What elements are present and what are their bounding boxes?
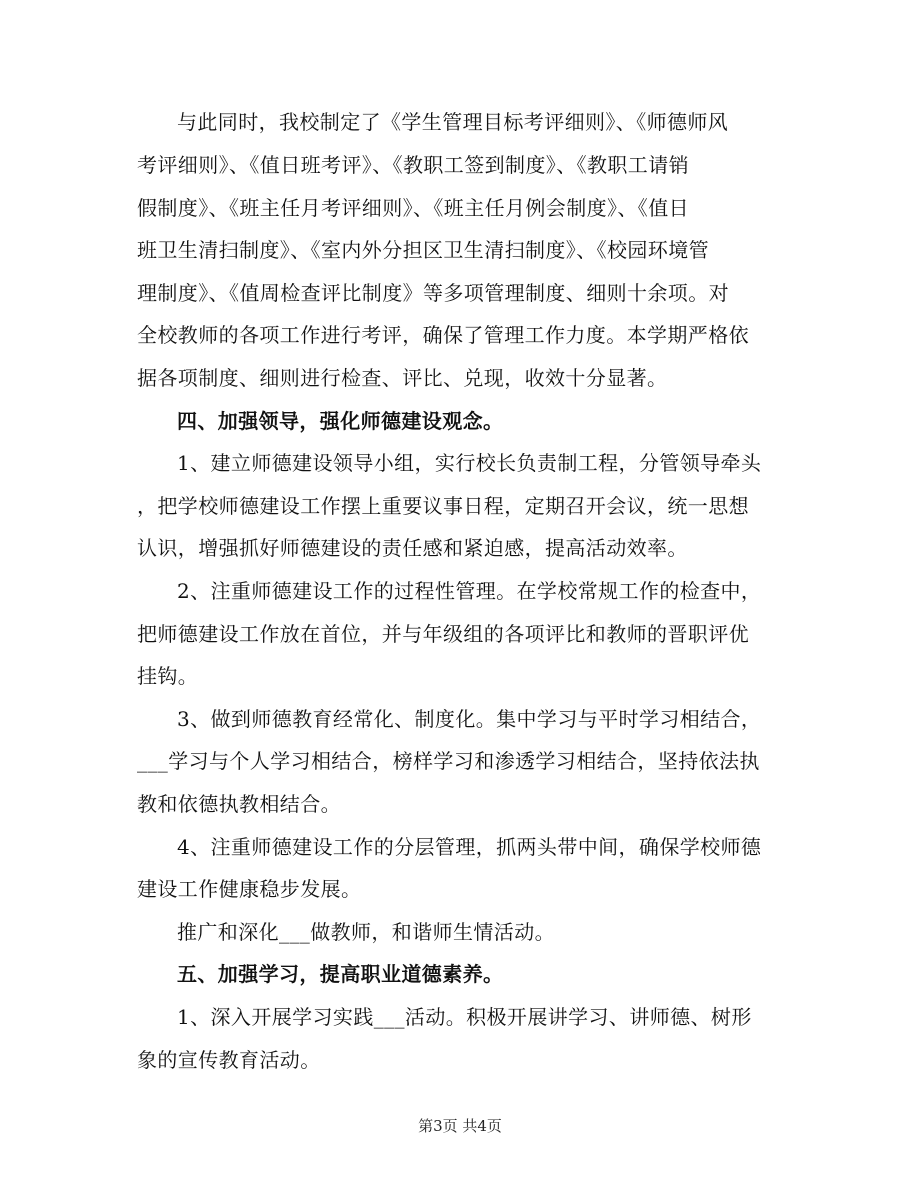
- body-line: 班卫生清扫制度》、《室内外分担区卫生清扫制度》、《校园环境管: [137, 238, 709, 262]
- body-line: 把师德建设工作放在首位，并与年级组的各项评比和教师的晋职评优: [137, 622, 749, 646]
- body-line: 考评细则》、《值日班考评》、《教职工签到制度》、《教职工请销: [137, 153, 689, 177]
- body-line: 4、注重师德建设工作的分层管理，抓两头带中间，确保学校师德: [177, 835, 762, 859]
- page-number-footer: 第3页 共4页: [418, 1117, 502, 1135]
- body-line: 2、注重师德建设工作的过程性管理。在学校常规工作的检查中，: [177, 579, 762, 603]
- body-line: 全校教师的各项工作进行考评，确保了管理工作力度。本学期严格依: [137, 323, 749, 347]
- body-line: 与此同时，我校制定了《学生管理目标考评细则》、《师德师风: [177, 110, 729, 134]
- body-line: 假制度》、《班主任月考评细则》、《班主任月例会制度》、《值日: [137, 196, 689, 220]
- body-line: 推广和深化___做教师，和谐师生情活动。: [177, 920, 555, 944]
- body-line: ，把学校师德建设工作摆上重要议事日程，定期召开会议，统一思想: [137, 494, 749, 518]
- body-line: 1、深入开展学习实践___活动。积极开展讲学习、讲师德、树形: [177, 1005, 752, 1029]
- body-line: 3、做到师德教育经常化、制度化。集中学习与平时学习相结合，: [177, 707, 762, 731]
- body-line: 建设工作健康稳步发展。: [137, 877, 362, 901]
- body-line: 教和依德执教相结合。: [137, 792, 341, 816]
- body-line: 1、建立师德建设领导小组，实行校长负责制工程，分管领导牵头: [177, 451, 762, 475]
- body-line: 象的宣传教育活动。: [137, 1048, 321, 1072]
- body-line: 理制度》、《值周检查评比制度》等多项管理制度、细则十余项。对: [137, 281, 729, 305]
- body-line: 挂钩。: [137, 664, 199, 688]
- section-heading-four: 四、加强领导，强化师德建设观念。: [177, 409, 504, 433]
- body-line: 认识，增强抓好师德建设的责任感和紧迫感，提高活动效率。: [137, 536, 688, 560]
- section-heading-five: 五、加强学习，提高职业道德素养。: [177, 962, 504, 986]
- body-line: 据各项制度、细则进行检查、评比、兑现，收效十分显著。: [137, 366, 668, 390]
- body-line: ___学习与个人学习相结合，榜样学习和渗透学习相结合，坚持依法执: [137, 749, 760, 773]
